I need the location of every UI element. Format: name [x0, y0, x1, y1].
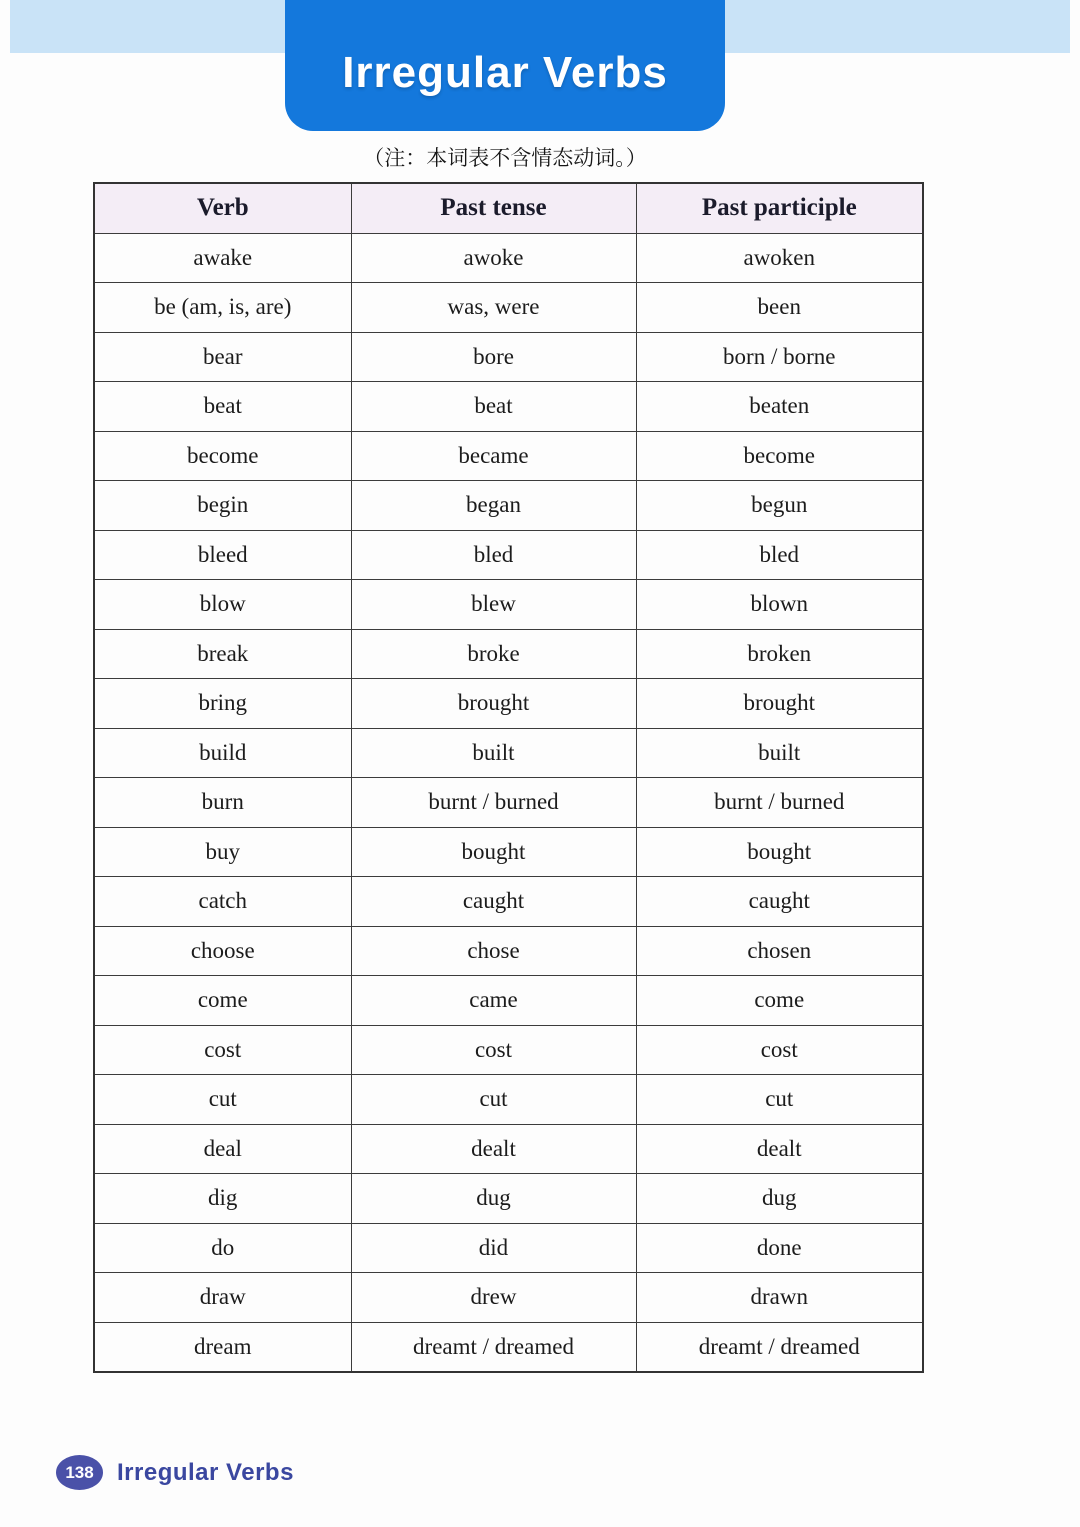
table-row	[94, 1223, 923, 1273]
cell: born / borne	[636, 332, 923, 382]
cell: dealt	[636, 1124, 923, 1174]
cell: be (am, is, are)	[94, 283, 351, 333]
cell: come	[636, 976, 923, 1026]
cell: burnt / burned	[636, 778, 923, 828]
cell: cut	[351, 1075, 636, 1125]
cell: beaten	[636, 382, 923, 432]
cell: cut	[94, 1075, 351, 1125]
cell: beat	[94, 382, 351, 432]
cell: was, were	[351, 283, 636, 333]
cell: do	[94, 1223, 351, 1273]
table-row	[94, 629, 923, 679]
footer-section-label: Irregular Verbs	[117, 1458, 294, 1486]
header-row	[94, 183, 923, 233]
cell: built	[636, 728, 923, 778]
table-row	[94, 976, 923, 1026]
table-row	[94, 431, 923, 481]
cell: bought	[636, 827, 923, 877]
table-header-row	[94, 183, 923, 233]
cell: began	[351, 481, 636, 531]
cell: broken	[636, 629, 923, 679]
cell: begun	[636, 481, 923, 531]
irregular-verbs-table	[93, 182, 924, 1373]
column-header: Past participle	[636, 183, 923, 233]
cell: become	[94, 431, 351, 481]
cell: beat	[351, 382, 636, 432]
cell: awoken	[636, 233, 923, 283]
cell: dug	[636, 1174, 923, 1224]
cell: bring	[94, 679, 351, 729]
table-row	[94, 1025, 923, 1075]
table-row	[94, 283, 923, 333]
cell: brought	[351, 679, 636, 729]
cell: deal	[94, 1124, 351, 1174]
cell: bled	[351, 530, 636, 580]
cell: choose	[94, 926, 351, 976]
cell: did	[351, 1223, 636, 1273]
table-row	[94, 1322, 923, 1372]
table-row	[94, 332, 923, 382]
cell: dig	[94, 1174, 351, 1224]
table-row	[94, 877, 923, 927]
page-number-badge: 138	[56, 1455, 103, 1490]
table-row	[94, 728, 923, 778]
cell: dreamt / dreamed	[351, 1322, 636, 1372]
cell: done	[636, 1223, 923, 1273]
table-note: （注：本词表不含情态动词。）	[363, 146, 647, 170]
table-row	[94, 778, 923, 828]
cell: bled	[636, 530, 923, 580]
cell: brought	[636, 679, 923, 729]
cell: catch	[94, 877, 351, 927]
table-row	[94, 1174, 923, 1224]
cell: build	[94, 728, 351, 778]
cell: became	[351, 431, 636, 481]
cell: bleed	[94, 530, 351, 580]
title-banner	[285, 0, 725, 131]
cell: blew	[351, 580, 636, 630]
cell: built	[351, 728, 636, 778]
cell: awoke	[351, 233, 636, 283]
cell: bore	[351, 332, 636, 382]
cell: burnt / burned	[351, 778, 636, 828]
table-row	[94, 481, 923, 531]
table-row	[94, 382, 923, 432]
cell: blow	[94, 580, 351, 630]
page-title: Irregular Verbs	[342, 47, 668, 97]
cell: begin	[94, 481, 351, 531]
cell: chose	[351, 926, 636, 976]
cell: burn	[94, 778, 351, 828]
cell: break	[94, 629, 351, 679]
table-row	[94, 679, 923, 729]
cell: cost	[351, 1025, 636, 1075]
cell: bear	[94, 332, 351, 382]
cell: chosen	[636, 926, 923, 976]
cell: dug	[351, 1174, 636, 1224]
cell: broke	[351, 629, 636, 679]
cell: came	[351, 976, 636, 1026]
cell: caught	[636, 877, 923, 927]
table-row	[94, 827, 923, 877]
cell: cost	[636, 1025, 923, 1075]
cell: come	[94, 976, 351, 1026]
cell: draw	[94, 1273, 351, 1323]
cell: dealt	[351, 1124, 636, 1174]
column-header: Verb	[94, 183, 351, 233]
cell: drawn	[636, 1273, 923, 1323]
cell: caught	[351, 877, 636, 927]
cell: blown	[636, 580, 923, 630]
cell: cost	[94, 1025, 351, 1075]
table-row	[94, 1273, 923, 1323]
cell: bought	[351, 827, 636, 877]
cell: buy	[94, 827, 351, 877]
table-body	[94, 233, 923, 1372]
footer	[56, 1455, 294, 1490]
table-row	[94, 530, 923, 580]
cell: dream	[94, 1322, 351, 1372]
table-row	[94, 233, 923, 283]
table-row	[94, 580, 923, 630]
cell: drew	[351, 1273, 636, 1323]
cell: dreamt / dreamed	[636, 1322, 923, 1372]
cell: awake	[94, 233, 351, 283]
column-header: Past tense	[351, 183, 636, 233]
cell: cut	[636, 1075, 923, 1125]
cell: become	[636, 431, 923, 481]
table-row	[94, 1124, 923, 1174]
table-row	[94, 926, 923, 976]
table-row	[94, 1075, 923, 1125]
cell: been	[636, 283, 923, 333]
